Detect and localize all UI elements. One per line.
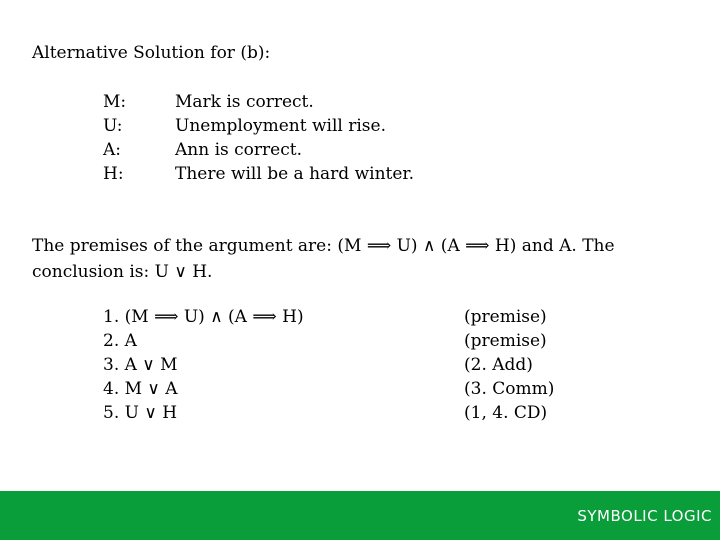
proof-step	[103, 353, 554, 377]
definition-meaning: Mark is correct.	[175, 92, 314, 112]
definition-row	[103, 114, 414, 138]
proof-statement: 5. U ∨ H	[103, 403, 178, 423]
definitions-list	[103, 90, 414, 186]
definition-meaning: There will be a hard winter.	[175, 164, 415, 184]
proof-justification: (1, 4. CD)	[464, 403, 548, 423]
definition-meaning: Unemployment will rise.	[175, 116, 386, 136]
definition-symbol: U:	[103, 116, 123, 136]
proof-statement: 4. M ∨ A	[103, 379, 178, 399]
proof-justification: (premise)	[464, 331, 547, 351]
proof-justification: (2. Add)	[464, 355, 533, 375]
proof-step	[103, 377, 554, 401]
proof-statement: 1. (M ⟹ U) ∧ (A ⟹ H)	[103, 307, 304, 327]
definition-row	[103, 90, 414, 114]
definition-meaning: Ann is correct.	[175, 140, 302, 160]
definition-symbol: M:	[103, 92, 127, 112]
slide-heading: Alternative Solution for (b):	[32, 43, 271, 63]
proof-step	[103, 305, 554, 329]
proof-table	[103, 305, 554, 425]
proof-justification: (3. Comm)	[464, 379, 555, 399]
premises-paragraph: The premises of the argument are: (M ⟹ U) ∧ (A ⟹ H) and A. The conclusion is: U ∨ H.	[32, 236, 615, 282]
proof-justification: (premise)	[464, 307, 547, 327]
definition-symbol: A:	[103, 140, 122, 160]
proof-step	[103, 329, 554, 353]
proof-step	[103, 401, 554, 425]
definition-symbol: H:	[103, 164, 124, 184]
proof-statement: 3. A ∨ M	[103, 355, 178, 375]
proof-statement: 2. A	[103, 331, 137, 351]
footer-bar	[0, 491, 720, 540]
definition-row	[103, 138, 414, 162]
footer-label: SYMBOLIC LOGIC	[577, 507, 712, 525]
definition-row	[103, 162, 414, 186]
